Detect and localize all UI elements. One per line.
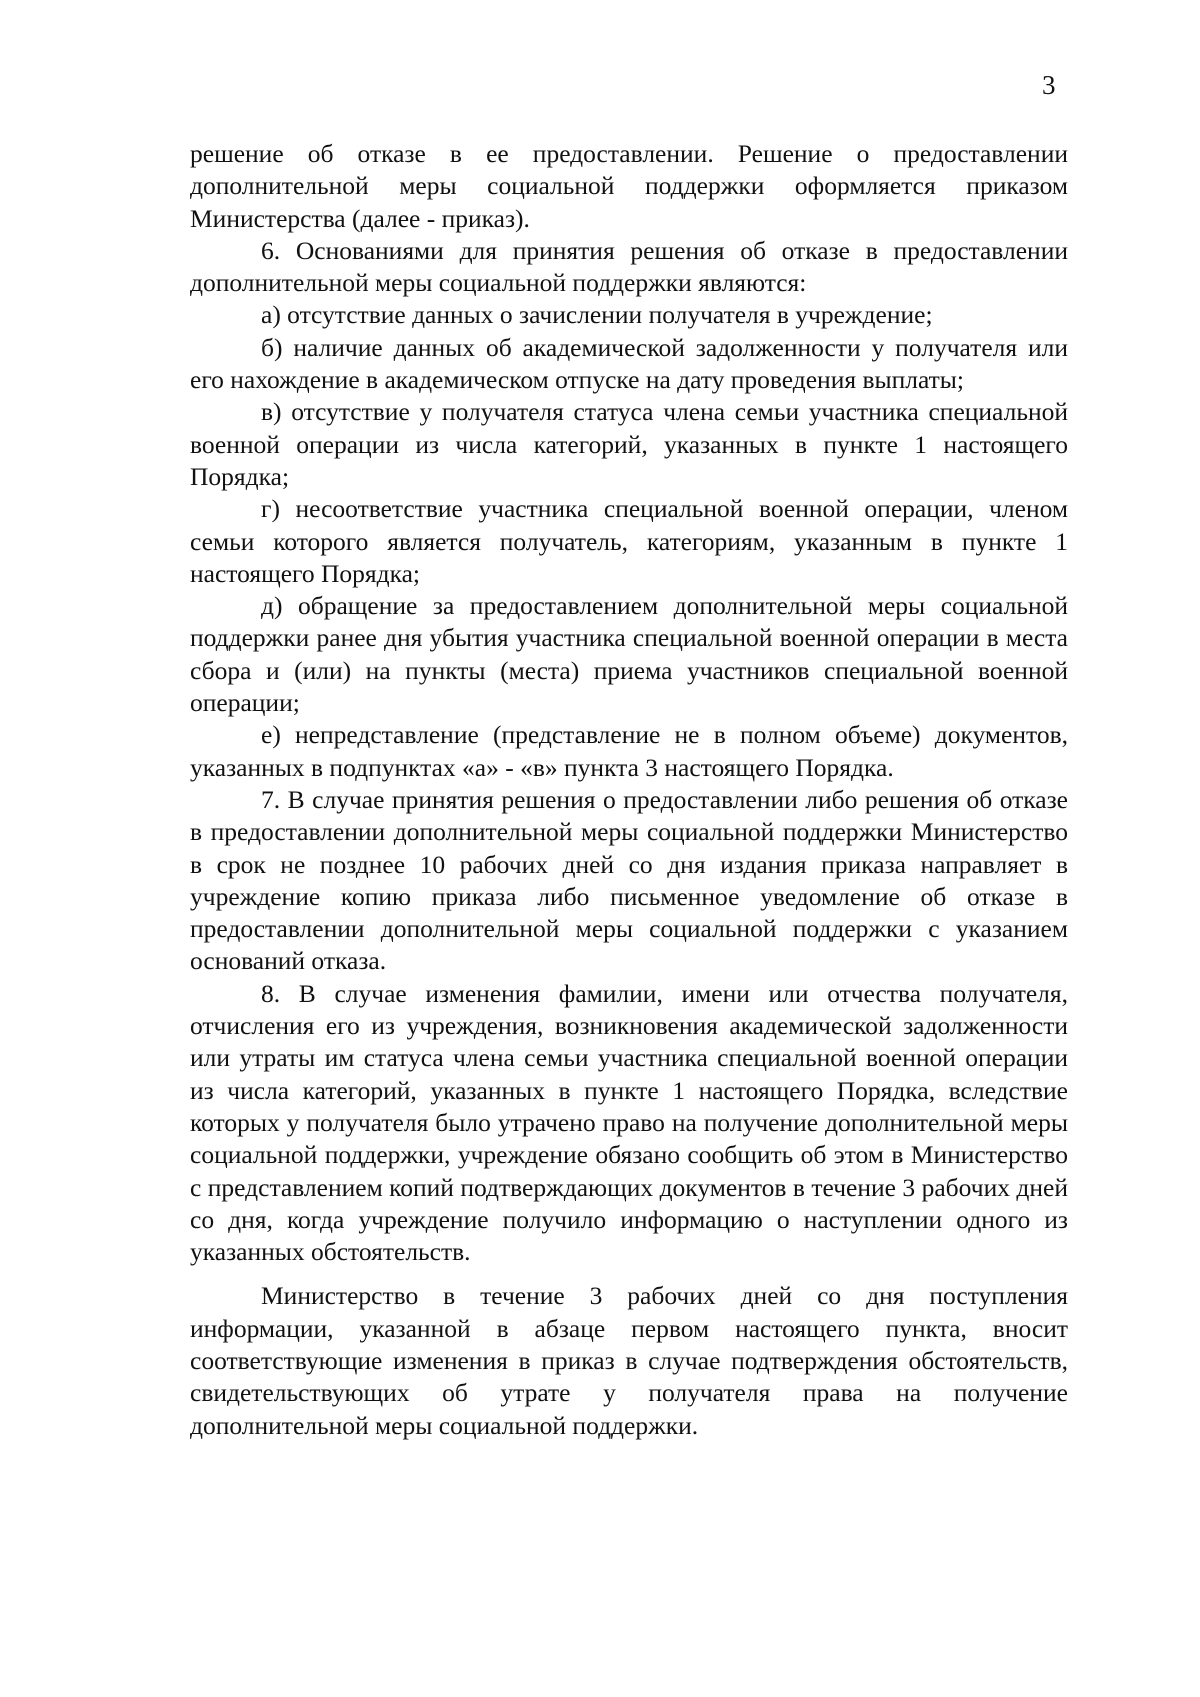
subitem-b: б) наличие данных об академической задолженности у получателя или его нахождение в академическом отпуске на дату проведения выплаты; (190, 332, 1068, 395)
subitem-d: д) обращение за предоставлением дополнительной меры социальной поддержки ранее дня убытия участника специальной военной операции в места сбора и (или) на пункты (места) приема участников специальной военной операции; (190, 591, 1068, 718)
subitem-e: е) непредставление (представление не в полном объеме) документов, указанных в подпунктах «а» - «в» пункта 3 настоящего Порядка. (190, 720, 1068, 782)
paragraph-item-8: 8. В случае изменения фамилии, имени или отчества получателя, отчисления его из учреждения, возникновения академической задолженности или утраты им статуса члена семьи участника специальной военной операции из числа категорий, указанных в пункте 1 настоящего Порядка, вследствие которых у получателя было утрачено право на получение дополнительной меры социальной поддержки, учреждение обязано сообщить об этом в Министерство с представлением копий подтверждающих документов в течение 3 рабочих дней со дня, когда учреждение получило информацию о наступлении одного из указанных обстоятельств. (190, 978, 1068, 1267)
paragraph-item-8-second: Министерство в течение 3 рабочих дней со дня поступления информации, указанной в абзаце первом настоящего пункта, вносит соответствующие изменения в приказ в случае подтверждения обстоятельств, свидетельствующих об утрате у получателя права на получение дополнительной меры социальной поддержки. (190, 1281, 1068, 1440)
page-number: 3 (1042, 70, 1056, 100)
document-body (190, 138, 1068, 1442)
subitem-g: г) несоответствие участника специальной военной операции, членом семьи которого является получатель, категориям, указанным в пункте 1 настоящего Порядка; (190, 494, 1068, 588)
subitem-a: а) отсутствие данных о зачислении получателя в учреждение; (261, 300, 933, 330)
subitem-v: в) отсутствие у получателя статуса члена семьи участника специальной военной операции из числа категорий, указанных в пункте 1 настоящего Порядка; (190, 397, 1068, 491)
paragraph-item-6: 6. Основаниями для принятия решения об отказе в предоставлении дополнительной меры социальной поддержки являются: (190, 235, 1068, 298)
paragraph-continuation: решение об отказе в ее предоставлении. Решение о предоставлении дополнительной меры социальной поддержки оформляется приказом Министерства (далее - приказ). (190, 139, 1068, 233)
paragraph-item-7: 7. В случае принятия решения о предоставлении либо решения об отказе в предоставлении дополнительной меры социальной поддержки Министерство в срок не позднее 10 рабочих дней со дня издания приказа направляет в учреждение копию приказа либо письменное уведомление об отказе в предоставлении дополнительной меры социальной поддержки с указанием оснований отказа. (190, 784, 1068, 976)
